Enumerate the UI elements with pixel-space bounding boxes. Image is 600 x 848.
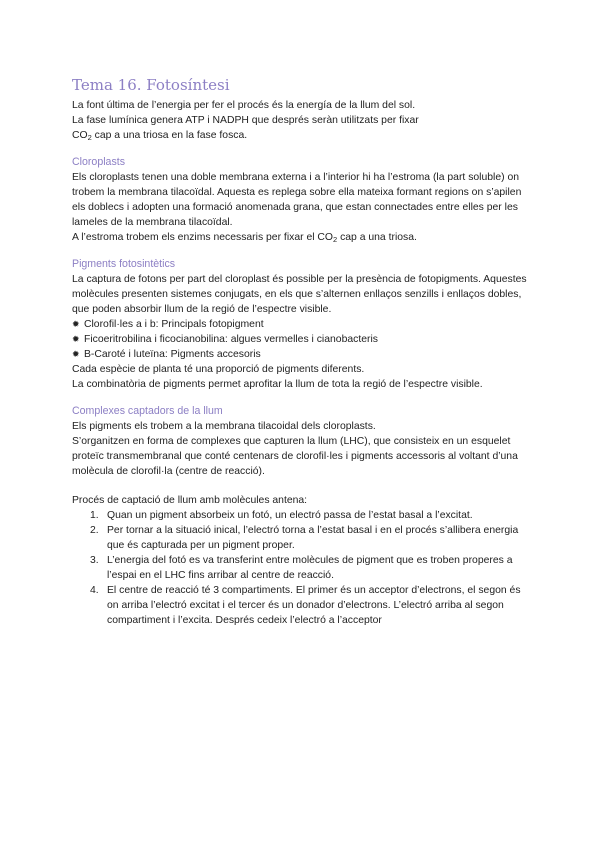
subscript: 2 bbox=[333, 235, 338, 244]
list-item bbox=[90, 523, 532, 553]
process-steps bbox=[72, 508, 532, 628]
pigment-list bbox=[72, 317, 532, 362]
bullet-icon: ✹ bbox=[72, 319, 80, 329]
list-item bbox=[90, 508, 532, 523]
paragraph: La combinatòria de pigments permet aprofitar la llum de tota la regió de l’espectre visible. bbox=[72, 379, 483, 390]
co2-text: CO bbox=[72, 130, 88, 141]
step-text: L’energia del fotó es va transferint entre molècules de pigment que es troben properes a l’espai en el LHC fins arribar al centre de reacció. bbox=[107, 555, 513, 581]
paragraph: La captura de fotons per part del cloroplast és possible per la presència de fotopigments. Aquestes molècules presenten sistemes conjugats, en els que s’alternen enllaços senzills i enllaços dobles, que poden absorbir llum de la regió de l’espectre visible. bbox=[72, 274, 527, 315]
pigments-section bbox=[72, 257, 532, 392]
paragraph bbox=[72, 230, 532, 245]
intro-line: La font última de l’energia per fer el procés és la energía de la llum del sol. bbox=[72, 100, 416, 111]
section-heading: Pigments fotosintètics bbox=[72, 258, 176, 270]
step-text: El centre de reacció té 3 compartiments. El primer és un acceptor d’electrons, el segon és on arriba l’electró excitat i el tercer és un donador d’electrons. L’electró arriba al segon compartiment i l’excita. Després cedeix l’electró a l’acceptor bbox=[107, 585, 521, 626]
step-number: 4. bbox=[90, 585, 99, 596]
section-heading: Cloroplasts bbox=[72, 156, 125, 168]
subscript: 2 bbox=[87, 133, 92, 142]
list-item-text: Clorofil·les a i b: Principals fotopigment bbox=[84, 319, 264, 330]
intro-section bbox=[72, 98, 532, 143]
paragraph: Cada espècie de planta té una proporció de pigments diferents. bbox=[72, 364, 365, 375]
page-title: Tema 16. Fotosíntesi bbox=[72, 76, 230, 94]
intro-line: La fase lumínica genera ATP i NADPH que després seràn utilitzats per fixar bbox=[72, 115, 419, 126]
list-item bbox=[90, 553, 532, 583]
paragraph: S’organitzen en forma de complexes que capturen la llum (LHC), que consisteix en un esquelet proteïc transmembranal que conté centenars de clorofil·les i pigments accessoris al voltant d’una molècula de clorofil·la (centre de reacció). bbox=[72, 436, 518, 477]
bullet-icon: ✹ bbox=[72, 349, 80, 359]
paragraph: Els cloroplasts tenen una doble membrana externa i a l’interior hi ha l’estroma (la part soluble) on trobem la membrana tilacoïdal. Aquesta es replega sobre ella mateixa formant regions on s’apilen els doblecs i adopten una formació anomenada grana, que estan connectades entre elles per les lameles de la membrana tilacoïdal. bbox=[72, 172, 522, 228]
step-text: Per tornar a la situació inical, l’electró torna a l’estat basal i en el procés s’allibera energia que és capturada per un pigment proper. bbox=[107, 525, 519, 551]
bullet-icon: ✹ bbox=[72, 334, 80, 344]
paragraph-text: cap a una triosa. bbox=[337, 232, 417, 243]
list-item bbox=[72, 347, 532, 362]
intro-line bbox=[72, 128, 532, 143]
intro-line-rest: cap a una triosa en la fase fosca. bbox=[91, 130, 248, 141]
step-number: 3. bbox=[90, 555, 99, 566]
list-item-text: Ficoeritrobilina i ficocianobilina: algues vermelles i cianobacteris bbox=[84, 334, 378, 345]
step-text: Quan un pigment absorbeix un fotó, un electró passa de l’estat basal a l’excitat. bbox=[107, 510, 473, 521]
list-item bbox=[72, 332, 532, 347]
section-heading: Complexes captadors de la llum bbox=[72, 405, 223, 417]
paragraph-text: A l’estroma trobem els enzims necessaris per fixar el CO bbox=[72, 232, 334, 243]
list-item bbox=[72, 317, 532, 332]
step-number: 1. bbox=[90, 510, 99, 521]
cloroplasts-section bbox=[72, 155, 532, 245]
complexes-section bbox=[72, 404, 532, 628]
paragraph: Procés de captació de llum amb molècules antena: bbox=[72, 495, 308, 506]
list-item bbox=[90, 583, 532, 628]
list-item-text: B-Caroté i luteïna: Pigments accesoris bbox=[84, 349, 261, 360]
step-number: 2. bbox=[90, 525, 99, 536]
page-content bbox=[72, 76, 532, 628]
paragraph: Els pigments els trobem a la membrana tilacoidal dels cloroplasts. bbox=[72, 421, 376, 432]
